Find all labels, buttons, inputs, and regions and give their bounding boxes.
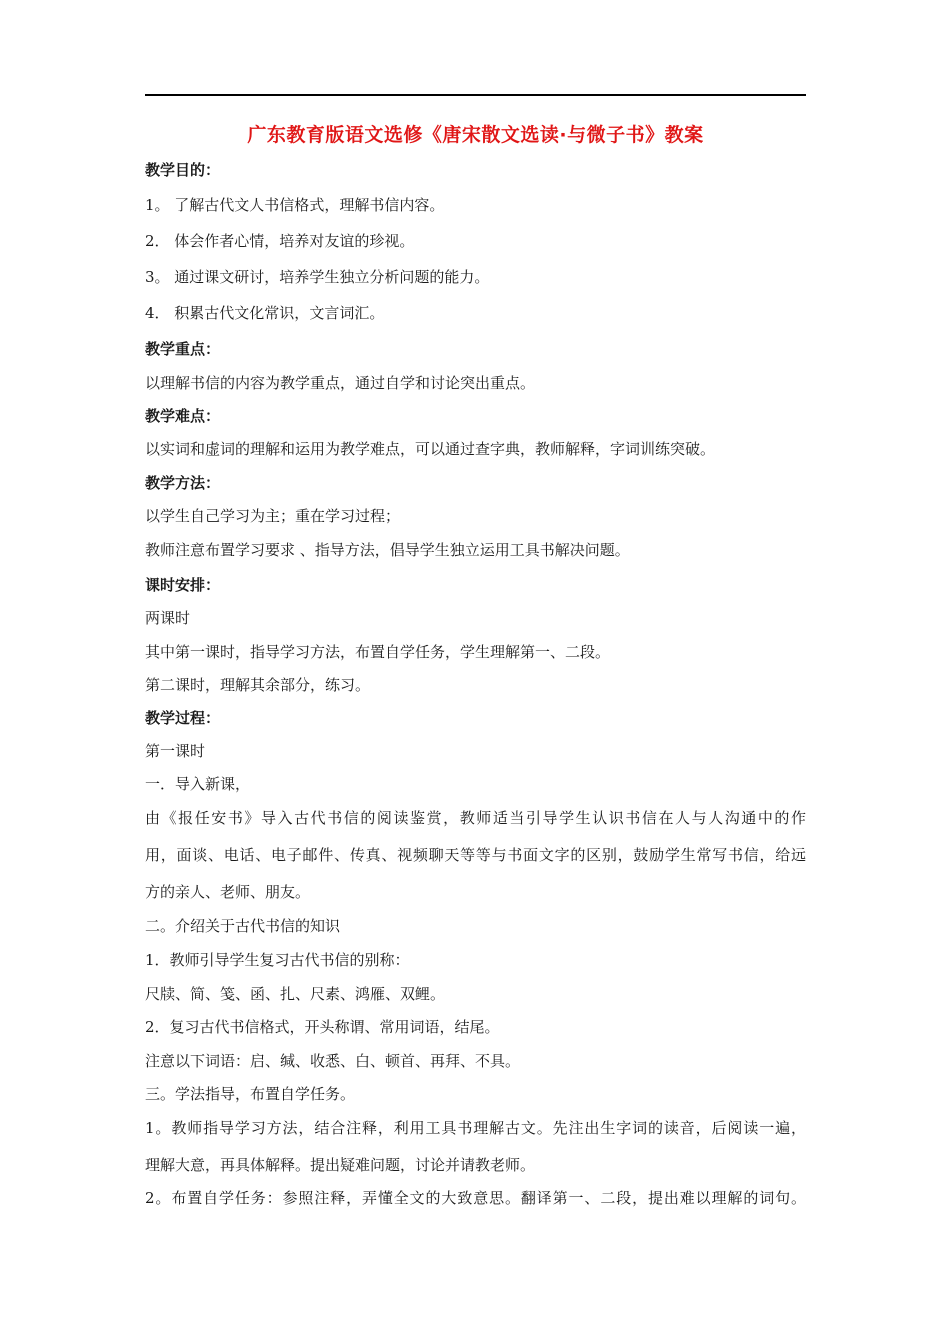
methods-text-1: 以学生自己学习为主；重在学习过程； xyxy=(145,507,401,525)
process-step-1: 一．导入新课， xyxy=(145,775,251,793)
key-points-text: 以理解书信的内容为教学重点，通过自学和讨论突出重点。 xyxy=(145,374,536,392)
process-step-2: 二。介绍关于古代书信的知识 xyxy=(145,917,341,935)
objective-2: 2． 体会作者心情，培养对友谊的珍视。 xyxy=(145,232,415,250)
heading-schedule: 课时安排： xyxy=(145,576,221,594)
header-rule xyxy=(145,94,806,96)
methods-text-2: 教师注意布置学习要求 、指导方法，倡导学生独立运用工具书解决问题。 xyxy=(145,541,630,559)
document-title: 广东教育版语文选修《唐宋散文选读·与微子书》教案 xyxy=(247,124,704,146)
heading-difficulties: 教学难点： xyxy=(145,407,221,425)
heading-methods: 教学方法： xyxy=(145,474,221,492)
process-step-3: 三。学法指导，布置自学任务。 xyxy=(145,1085,356,1103)
schedule-text-3: 第二课时，理解其余部分，练习。 xyxy=(145,676,371,694)
letters-aliases: 尺牍、简、笺、函、扎、尺素、鸿雁、双鲤。 xyxy=(145,985,446,1003)
study-method-1: 1。教师指导学习方法，结合注释，利用工具书理解古文。先注出生字词的读音，后阅读一遍， xyxy=(145,1119,806,1137)
paragraph-intro-1: 由《报任安书》导入古代书信的阅读鉴赏，教师适当引导学生认识书信在人与人沟通中的作 xyxy=(145,809,806,827)
objective-3: 3。 通过课文研讨，培养学生独立分析问题的能力。 xyxy=(145,268,490,286)
heading-process: 教学过程： xyxy=(145,709,221,727)
heading-objectives: 教学目的： xyxy=(145,161,221,179)
objective-4: 4． 积累古代文化常识，文言词汇。 xyxy=(145,304,385,322)
heading-key-points: 教学重点： xyxy=(145,340,221,358)
letters-terms: 注意以下词语：启、缄、收悉、白、顿首、再拜、不具。 xyxy=(145,1052,521,1070)
paragraph-intro-3: 方的亲人、老师、朋友。 xyxy=(145,883,311,901)
objective-1: 1。 了解古代文人书信格式，理解书信内容。 xyxy=(145,196,445,214)
schedule-text-2: 其中第一课时，指导学习方法，布置自学任务，学生理解第一、二段。 xyxy=(145,643,611,661)
difficulties-text: 以实词和虚词的理解和运用为教学难点，可以通过查字典，教师解释，字词训练突破。 xyxy=(145,440,716,458)
schedule-text-1: 两课时 xyxy=(145,609,191,627)
study-method-2: 理解大意，再具体解释。提出疑难问题，讨论并请教老师。 xyxy=(145,1156,536,1174)
process-lesson-1: 第一课时 xyxy=(145,742,206,760)
paragraph-intro-2: 用，面谈、电话、电子邮件、传真、视频聊天等等与书面文字的区别，鼓励学生常写书信，给远 xyxy=(145,846,806,864)
letters-item-2: 2．复习古代书信格式，开头称谓、常用词语，结尾。 xyxy=(145,1018,500,1036)
self-study-task: 2。布置自学任务：参照注释，弄懂全文的大致意思。翻译第一、二段，提出难以理解的词句。 xyxy=(145,1189,806,1207)
letters-item-1: 1．教师引导学生复习古代书信的别称： xyxy=(145,951,410,969)
